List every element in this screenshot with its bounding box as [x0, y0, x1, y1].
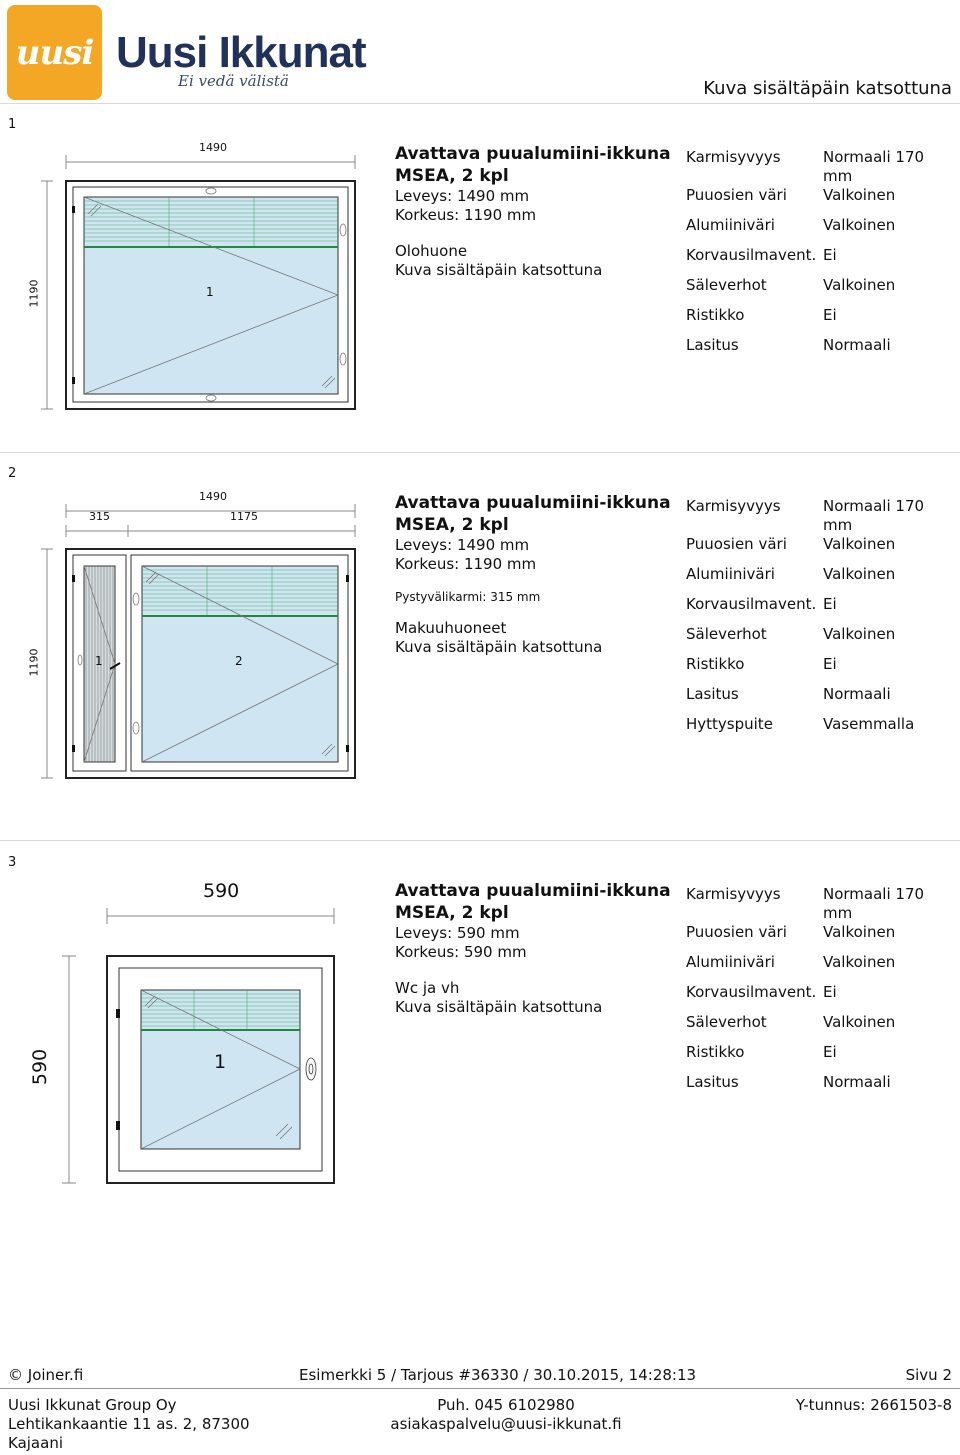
- view-text: Kuva sisältäpäin katsottuna: [395, 261, 603, 279]
- sub-width-dimension: 315: [89, 510, 110, 523]
- property-value: Valkoinen: [823, 923, 896, 941]
- height-text: Korkeus: 1190 mm: [395, 555, 537, 573]
- property-key: Alumiiniväri: [686, 216, 775, 234]
- view-text: Kuva sisältäpäin katsottuna: [395, 998, 603, 1016]
- product-title: Avattava puualumiini-ikkuna MSEA, 2 kpl: [395, 144, 671, 186]
- width-text: Leveys: 1490 mm: [395, 187, 530, 205]
- property-key: Karmisyvyys: [686, 497, 781, 515]
- item-description: [395, 492, 680, 657]
- property-value: Vasemmalla: [823, 715, 915, 733]
- property-row: [686, 276, 958, 306]
- property-value: Normaali: [823, 336, 891, 354]
- property-value: Normaali 170 mm: [823, 885, 925, 922]
- property-key: Karmisyvyys: [686, 885, 781, 903]
- width-text: Leveys: 590 mm: [395, 924, 520, 942]
- height-text: Korkeus: 1190 mm: [395, 206, 537, 224]
- height-text: Korkeus: 590 mm: [395, 943, 527, 961]
- property-value: Ei: [823, 1043, 837, 1061]
- property-value: Ei: [823, 595, 837, 613]
- brand-logo-badge: uusi: [7, 5, 102, 100]
- property-row: [686, 885, 958, 923]
- property-value: Valkoinen: [823, 535, 896, 553]
- property-value: Ei: [823, 655, 837, 673]
- property-row: [686, 336, 958, 366]
- property-key: Säleverhot: [686, 1013, 767, 1031]
- property-value: Ei: [823, 983, 837, 1001]
- item-divider: [0, 452, 960, 453]
- property-key: Korvausilmavent.: [686, 595, 817, 613]
- property-row: [686, 565, 958, 595]
- property-value: Normaali: [823, 1073, 891, 1091]
- footer-contact-block: [376, 1396, 636, 1434]
- item-description: [395, 880, 680, 1017]
- sash-label: 1: [95, 654, 103, 668]
- width-dimension: 590: [203, 880, 240, 902]
- property-value: Valkoinen: [823, 1013, 896, 1031]
- brand-name: Uusi Ikkunat: [116, 28, 366, 77]
- item-description: [395, 143, 680, 280]
- property-row: [686, 625, 958, 655]
- item-number: 2: [8, 466, 17, 481]
- property-key: Lasitus: [686, 1073, 739, 1091]
- properties-table: [686, 148, 958, 366]
- footer-email[interactable]: asiakaspalvelu@uusi-ikkunat.fi: [390, 1415, 622, 1433]
- property-value: Ei: [823, 306, 837, 324]
- height-dimension: 590: [29, 1048, 52, 1086]
- property-key: Puuosien väri: [686, 535, 787, 553]
- property-key: Puuosien väri: [686, 923, 787, 941]
- sub-width-dimension: 1175: [230, 510, 258, 523]
- property-row: [686, 1043, 958, 1073]
- product-title: Avattava puualumiini-ikkuna MSEA, 2 kpl: [395, 881, 671, 923]
- property-key: Ristikko: [686, 1043, 745, 1061]
- room-text: Wc ja vh: [395, 979, 460, 997]
- property-value: Valkoinen: [823, 953, 896, 971]
- footer-business-id: Y-tunnus: 2661503-8: [795, 1396, 952, 1414]
- property-key: Karmisyvyys: [686, 148, 781, 166]
- property-row: [686, 953, 958, 983]
- property-value: Valkoinen: [823, 625, 896, 643]
- width-dimension: 1490: [199, 141, 227, 154]
- property-key: Alumiiniväri: [686, 953, 775, 971]
- property-row: [686, 246, 958, 276]
- item-number: 3: [8, 855, 17, 870]
- footer-divider: [0, 1388, 960, 1389]
- sash-label: 1: [214, 1051, 227, 1073]
- height-dimension: 1190: [27, 279, 41, 308]
- property-key: Säleverhot: [686, 276, 767, 294]
- footer-copyright: © Joiner.fi: [8, 1366, 84, 1384]
- property-value: Normaali 170 mm: [823, 497, 925, 534]
- brand-tagline: Ei vedä välistä: [178, 72, 289, 90]
- property-key: Puuosien väri: [686, 186, 787, 204]
- property-key: Alumiiniväri: [686, 565, 775, 583]
- footer-phone: Puh. 045 6102980: [437, 1396, 575, 1414]
- property-row: [686, 595, 958, 625]
- sash-label: 1: [206, 285, 214, 299]
- property-value: Normaali: [823, 685, 891, 703]
- property-key: Korvausilmavent.: [686, 246, 817, 264]
- property-key: Säleverhot: [686, 625, 767, 643]
- property-row: [686, 216, 958, 246]
- property-value: Ei: [823, 246, 837, 264]
- property-row: [686, 983, 958, 1013]
- view-text: Kuva sisältäpäin katsottuna: [395, 638, 603, 656]
- property-row: [686, 1073, 958, 1103]
- property-row: [686, 923, 958, 953]
- property-key: Korvausilmavent.: [686, 983, 817, 1001]
- property-value: Valkoinen: [823, 565, 896, 583]
- property-value: Valkoinen: [823, 276, 896, 294]
- property-row: [686, 535, 958, 565]
- property-row: [686, 306, 958, 336]
- property-row: [686, 715, 958, 745]
- property-value: Valkoinen: [823, 186, 896, 204]
- room-text: Olohuone: [395, 242, 468, 260]
- footer-page: Sivu 2: [905, 1366, 952, 1384]
- width-text: Leveys: 1490 mm: [395, 536, 530, 554]
- property-key: Lasitus: [686, 685, 739, 703]
- property-row: [686, 685, 958, 715]
- footer-address: Lehtikankaantie 11 as. 2, 87300 Kajaani: [8, 1415, 250, 1452]
- property-row: [686, 1013, 958, 1043]
- footer-meta: Esimerkki 5 / Tarjous #36330 / 30.10.2015, 14:28:13: [299, 1366, 697, 1384]
- footer-company: Uusi Ikkunat Group Oy: [8, 1396, 177, 1414]
- property-value: Valkoinen: [823, 216, 896, 234]
- properties-table: [686, 885, 958, 1103]
- property-key: Ristikko: [686, 306, 745, 324]
- property-key: Hyttyspuite: [686, 715, 773, 733]
- height-dimension: 1190: [27, 648, 41, 677]
- item-divider: [0, 840, 960, 841]
- property-row: [686, 655, 958, 685]
- width-dimension: 1490: [199, 490, 227, 503]
- footer-company-block: [8, 1396, 258, 1453]
- properties-table: [686, 497, 958, 745]
- property-row: [686, 148, 958, 186]
- sash-label: 2: [235, 654, 243, 668]
- product-title: Avattava puualumiini-ikkuna MSEA, 2 kpl: [395, 493, 671, 535]
- property-value: Normaali 170 mm: [823, 148, 925, 185]
- property-key: Ristikko: [686, 655, 745, 673]
- mullion-text: Pystyvälikarmi: 315 mm: [395, 590, 541, 604]
- room-text: Makuuhuoneet: [395, 619, 507, 637]
- property-row: [686, 186, 958, 216]
- property-key: Lasitus: [686, 336, 739, 354]
- property-row: [686, 497, 958, 535]
- item-number: 1: [8, 117, 17, 132]
- header-view-title: Kuva sisältäpäin katsottuna: [703, 78, 952, 99]
